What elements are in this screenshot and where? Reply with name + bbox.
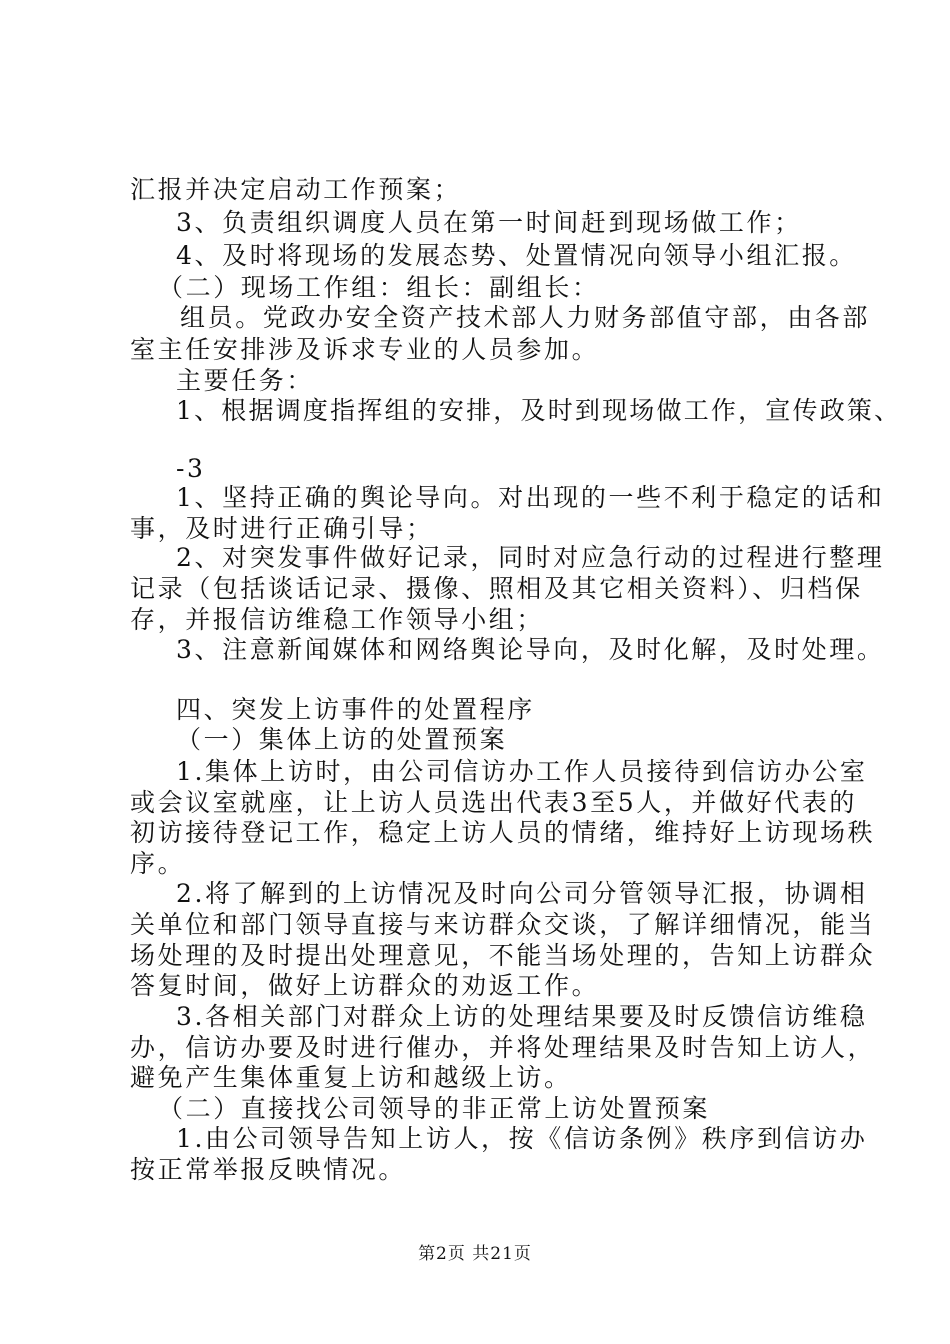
text-line: -3	[176, 454, 206, 483]
text-line: 1.由公司领导告知上访人，按《信访条例》秩序到信访办	[176, 1124, 868, 1153]
text-line: 办，信访办要及时进行催办，并将处理结果及时告知上访人，	[130, 1033, 876, 1062]
text-line: 或会议室就座，让上访人员选出代表3至5人，并做好代表的	[130, 788, 858, 817]
text-line: 3.各相关部门对群众上访的处理结果要及时反馈信访维稳	[176, 1002, 868, 1031]
page-number-footer: 第2页 共21页	[418, 1244, 532, 1264]
text-line: 存，并报信访维稳工作领导小组；	[130, 605, 545, 634]
text-line: 组员。党政办安全资产技术部人力财务部值守部，由各部	[180, 303, 871, 332]
section-heading: （一）集体上访的处置预案	[176, 725, 508, 754]
text-line: 1.集体上访时，由公司信访办工作人员接待到信访办公室	[176, 757, 868, 786]
text-line: 记录（包括谈话记录、摄像、照相及其它相关资料）、归档保	[130, 574, 863, 603]
text-line: 场处理的及时提出处理意见，不能当场处理的，告知上访群众	[130, 941, 876, 970]
text-line: 事，及时进行正确引导；	[130, 514, 434, 543]
text-line: 2.将了解到的上访情况及时向公司分管领导汇报，协调相	[176, 879, 868, 908]
text-line: 室主任安排涉及诉求专业的人员参加。	[130, 335, 600, 364]
text-line: 3、注意新闻媒体和网络舆论导向，及时化解，及时处理。	[176, 635, 885, 664]
section-heading: 四、突发上访事件的处置程序	[176, 695, 535, 724]
text-line: 汇报并决定启动工作预案；	[130, 175, 462, 204]
text-line: 1、坚持正确的舆论导向。对出现的一些不利于稳定的话和	[176, 483, 885, 512]
text-line: 序。	[130, 849, 186, 878]
section-heading: （二）直接找公司领导的非正常上访处置预案	[158, 1094, 711, 1123]
text-line: 4、及时将现场的发展态势、处置情况向领导小组汇报。	[176, 241, 857, 270]
text-line: 主要任务：	[176, 366, 315, 395]
text-line: 避免产生集体重复上访和越级上访。	[130, 1063, 572, 1092]
text-line: 3、负责组织调度人员在第一时间赶到现场做工作；	[176, 208, 802, 237]
section-heading: （二）现场工作组：组长：副组长：	[158, 273, 600, 302]
text-line: 关单位和部门领导直接与来访群众交谈，了解详细情况，能当	[130, 910, 876, 939]
text-line: 按正常举报反映情况。	[130, 1155, 407, 1184]
text-line: 初访接待登记工作，稳定上访人员的情绪，维持好上访现场秩	[130, 818, 876, 847]
text-line: 1、根据调度指挥组的安排，及时到现场做工作，宣传政策、	[176, 396, 902, 425]
text-line: 2、对突发事件做好记录，同时对应急行动的过程进行整理	[176, 543, 885, 572]
text-line: 答复时间，做好上访群众的劝返工作。	[130, 971, 600, 1000]
